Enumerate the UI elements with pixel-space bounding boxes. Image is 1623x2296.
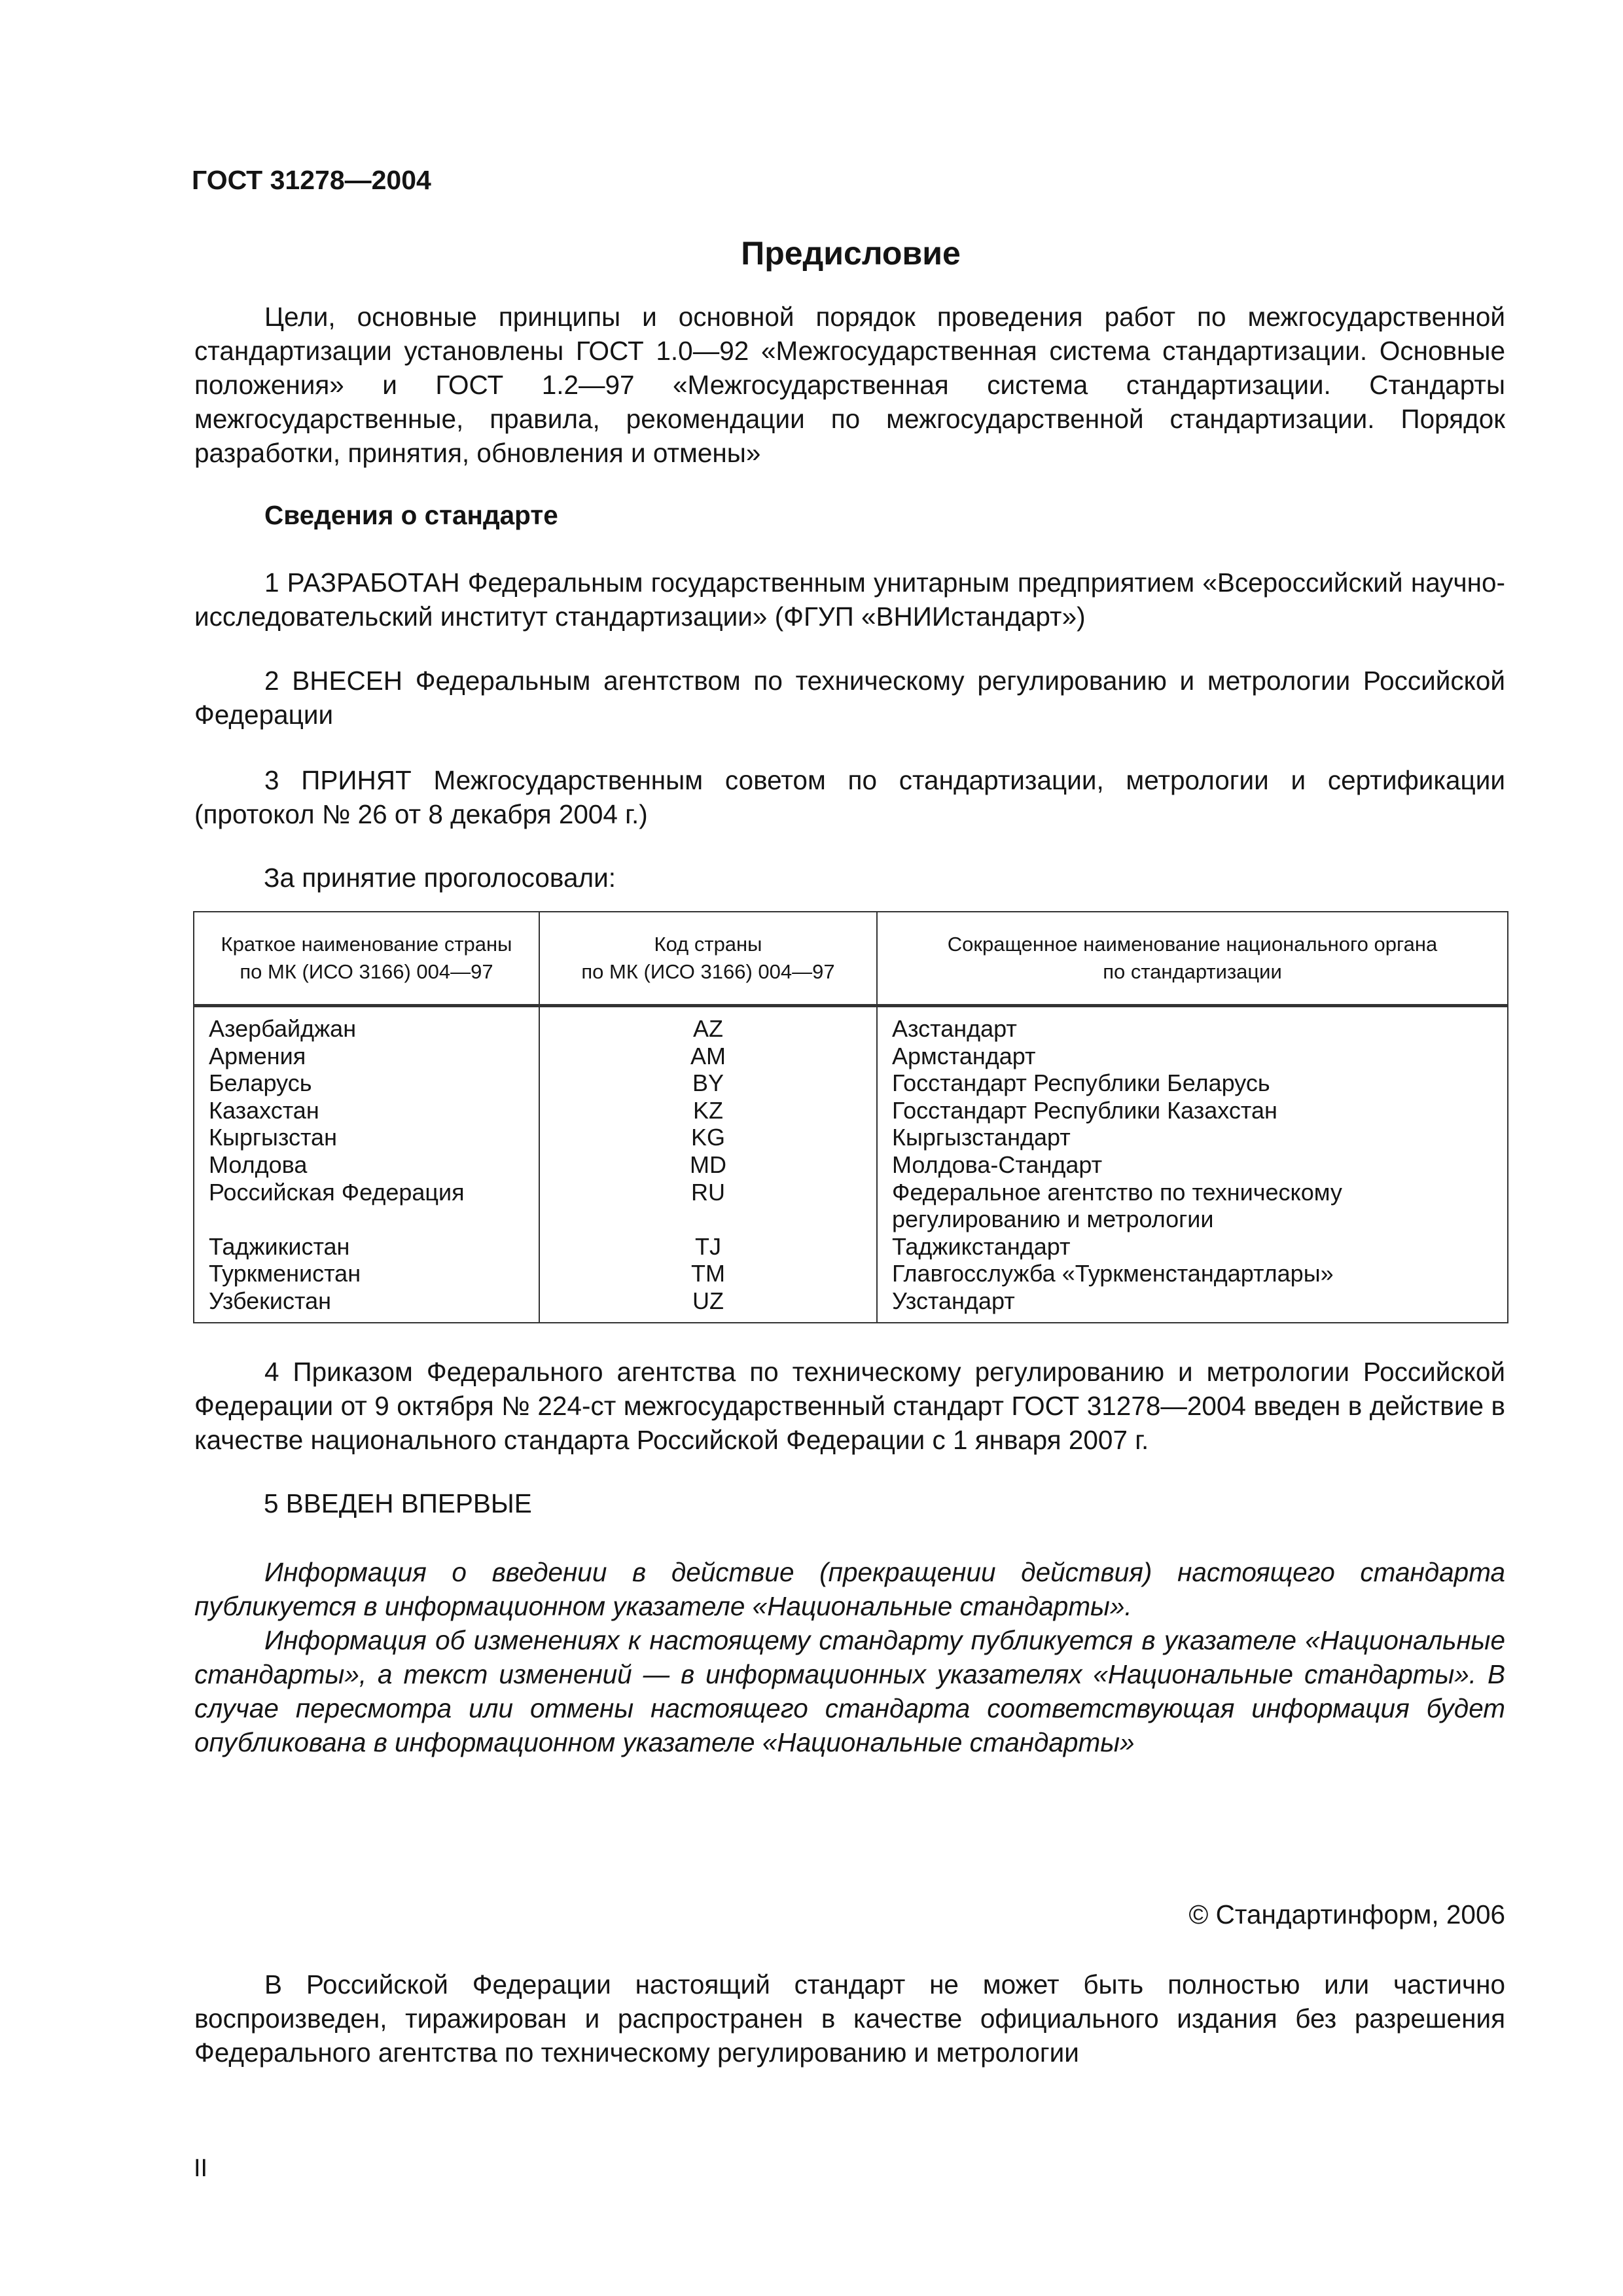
organization-cell: Кыргызстандарт	[892, 1124, 1071, 1151]
country-cell: Узбекистан	[209, 1287, 332, 1314]
country-cell: Азербайджан	[209, 1015, 357, 1042]
organization-cell: Госстандарт Республики Беларусь	[892, 1069, 1270, 1097]
organization-cell: Азстандарт	[892, 1015, 1017, 1042]
country-cell: Российская Федерация	[209, 1178, 465, 1206]
document-code: ГОСТ 31278—2004	[192, 165, 431, 195]
code-cell: KZ	[692, 1096, 723, 1124]
country-cell: Молдова	[209, 1151, 308, 1178]
header-code: Код страны по МК (ИСО 3166) 004—97	[539, 912, 877, 1006]
country-column	[194, 1006, 539, 1323]
item-2-paragraph: 2 ВНЕСЕН Федеральным агентством по техническому регулированию и метрологии Российской Федерации	[194, 666, 1505, 730]
code-cell: TJ	[695, 1232, 721, 1260]
code-cell: UZ	[692, 1287, 724, 1314]
code-column	[539, 1006, 877, 1323]
item-4-paragraph: 4 Приказом Федерального агентства по техническому регулированию и метрологии Российской Федерации от 9 октября № 224-ст межгосударственный стандарт ГОСТ 31278—2004 введен в действие в качестве национального стандарта Российской Федерации с 1 января 2007 г.	[194, 1357, 1505, 1455]
country-cell: Туркменистан	[209, 1260, 361, 1287]
voted-label: За принятие проголосовали:	[264, 863, 616, 893]
code-cell: AM	[690, 1042, 726, 1069]
organization-cell: Молдова-Стандарт	[892, 1151, 1103, 1178]
country-cell	[209, 1206, 524, 1233]
organization-cell: Главгосслужба «Туркменстандартлары»	[892, 1260, 1334, 1287]
item-3-paragraph: 3 ПРИНЯТ Межгосударственным советом по стандартизации, метрологии и сертификации (протокол № 26 от 8 декабря 2004 г.)	[194, 765, 1505, 829]
code-cell: MD	[690, 1151, 726, 1178]
copyright-line: © Стандартинформ, 2006	[1188, 1899, 1505, 1929]
section-heading: Сведения о стандарте	[264, 500, 558, 530]
page-title: Предисловие	[741, 235, 961, 272]
organization-cell: Госстандарт Республики Казахстан	[892, 1096, 1277, 1124]
voting-table-wrapper	[193, 911, 1507, 1323]
organization-cell: Узстандарт	[892, 1287, 1015, 1314]
item-1-paragraph: 1 РАЗРАБОТАН Федеральным государственным унитарным предприятием «Всероссийский научно-исследовательский институт стандартизации» (ФГУП «ВНИИстандарт»)	[194, 567, 1505, 632]
organization-cell: регулированию и метрологии	[892, 1206, 1214, 1233]
header-organization: Сокращенное наименование национального органа по стандартизации	[877, 912, 1508, 1006]
country-cell: Таджикистан	[209, 1232, 350, 1260]
page-number: II	[194, 2155, 208, 2182]
code-cell	[554, 1206, 862, 1233]
country-cell: Казахстан	[209, 1096, 319, 1124]
intro-paragraph: Цели, основные принципы и основной порядок проведения работ по межгосударственной стандартизации установлены ГОСТ 1.0—92 «Межгосударственная система стандартизации. Основные положения» и ГОСТ 1.2—97 «Межгосударственная система стандартизации. Стандарты межгосударственные, правила, рекомендации по межгосударственной стандартизации. Порядок разработки, принятия, обновления и отмены»	[194, 302, 1505, 468]
table-body-row	[194, 1006, 1508, 1323]
code-cell: TM	[691, 1260, 725, 1287]
country-cell: Армения	[209, 1042, 306, 1069]
voting-table	[193, 911, 1508, 1323]
item-5-line: 5 ВВЕДЕН ВПЕРВЫЕ	[264, 1488, 532, 1518]
notice-paragraph-2: Информация об изменениях к настоящему стандарту публикуется в указателе «Национальные стандарты», а текст изменений — в информационных указателях «Национальные стандарты». В случае пересмотра или отмены настоящего стандарта соответствующая информация будет опубликована в информационном указателе «Национальные стандарты»	[194, 1625, 1505, 1757]
header-country: Краткое наименование страны по МК (ИСО 3166) 004—97	[194, 912, 539, 1006]
country-cell: Кыргызстан	[209, 1124, 337, 1151]
organization-cell: Армстандарт	[892, 1042, 1036, 1069]
country-cell: Беларусь	[209, 1069, 312, 1097]
rights-paragraph: В Российской Федерации настоящий стандарт не может быть полностью или частично воспроизведен, тиражирован и распространен в качестве официального издания без разрешения Федерального агентства по техническому регулированию и метрологии	[194, 1969, 1505, 2068]
code-cell: AZ	[692, 1015, 723, 1042]
notice-paragraph-1: Информация о введении в действие (прекращении действия) настоящего стандарта публикуется в информационном указателе «Национальные стандарты».	[194, 1557, 1505, 1621]
code-cell: RU	[691, 1178, 725, 1206]
organization-column	[877, 1006, 1508, 1323]
table-header-row	[194, 912, 1508, 1006]
organization-cell: Федеральное агентство по техническому	[892, 1178, 1342, 1206]
code-cell: KG	[690, 1124, 725, 1151]
code-cell: BY	[692, 1069, 724, 1097]
organization-cell: Таджикстандарт	[892, 1232, 1071, 1260]
